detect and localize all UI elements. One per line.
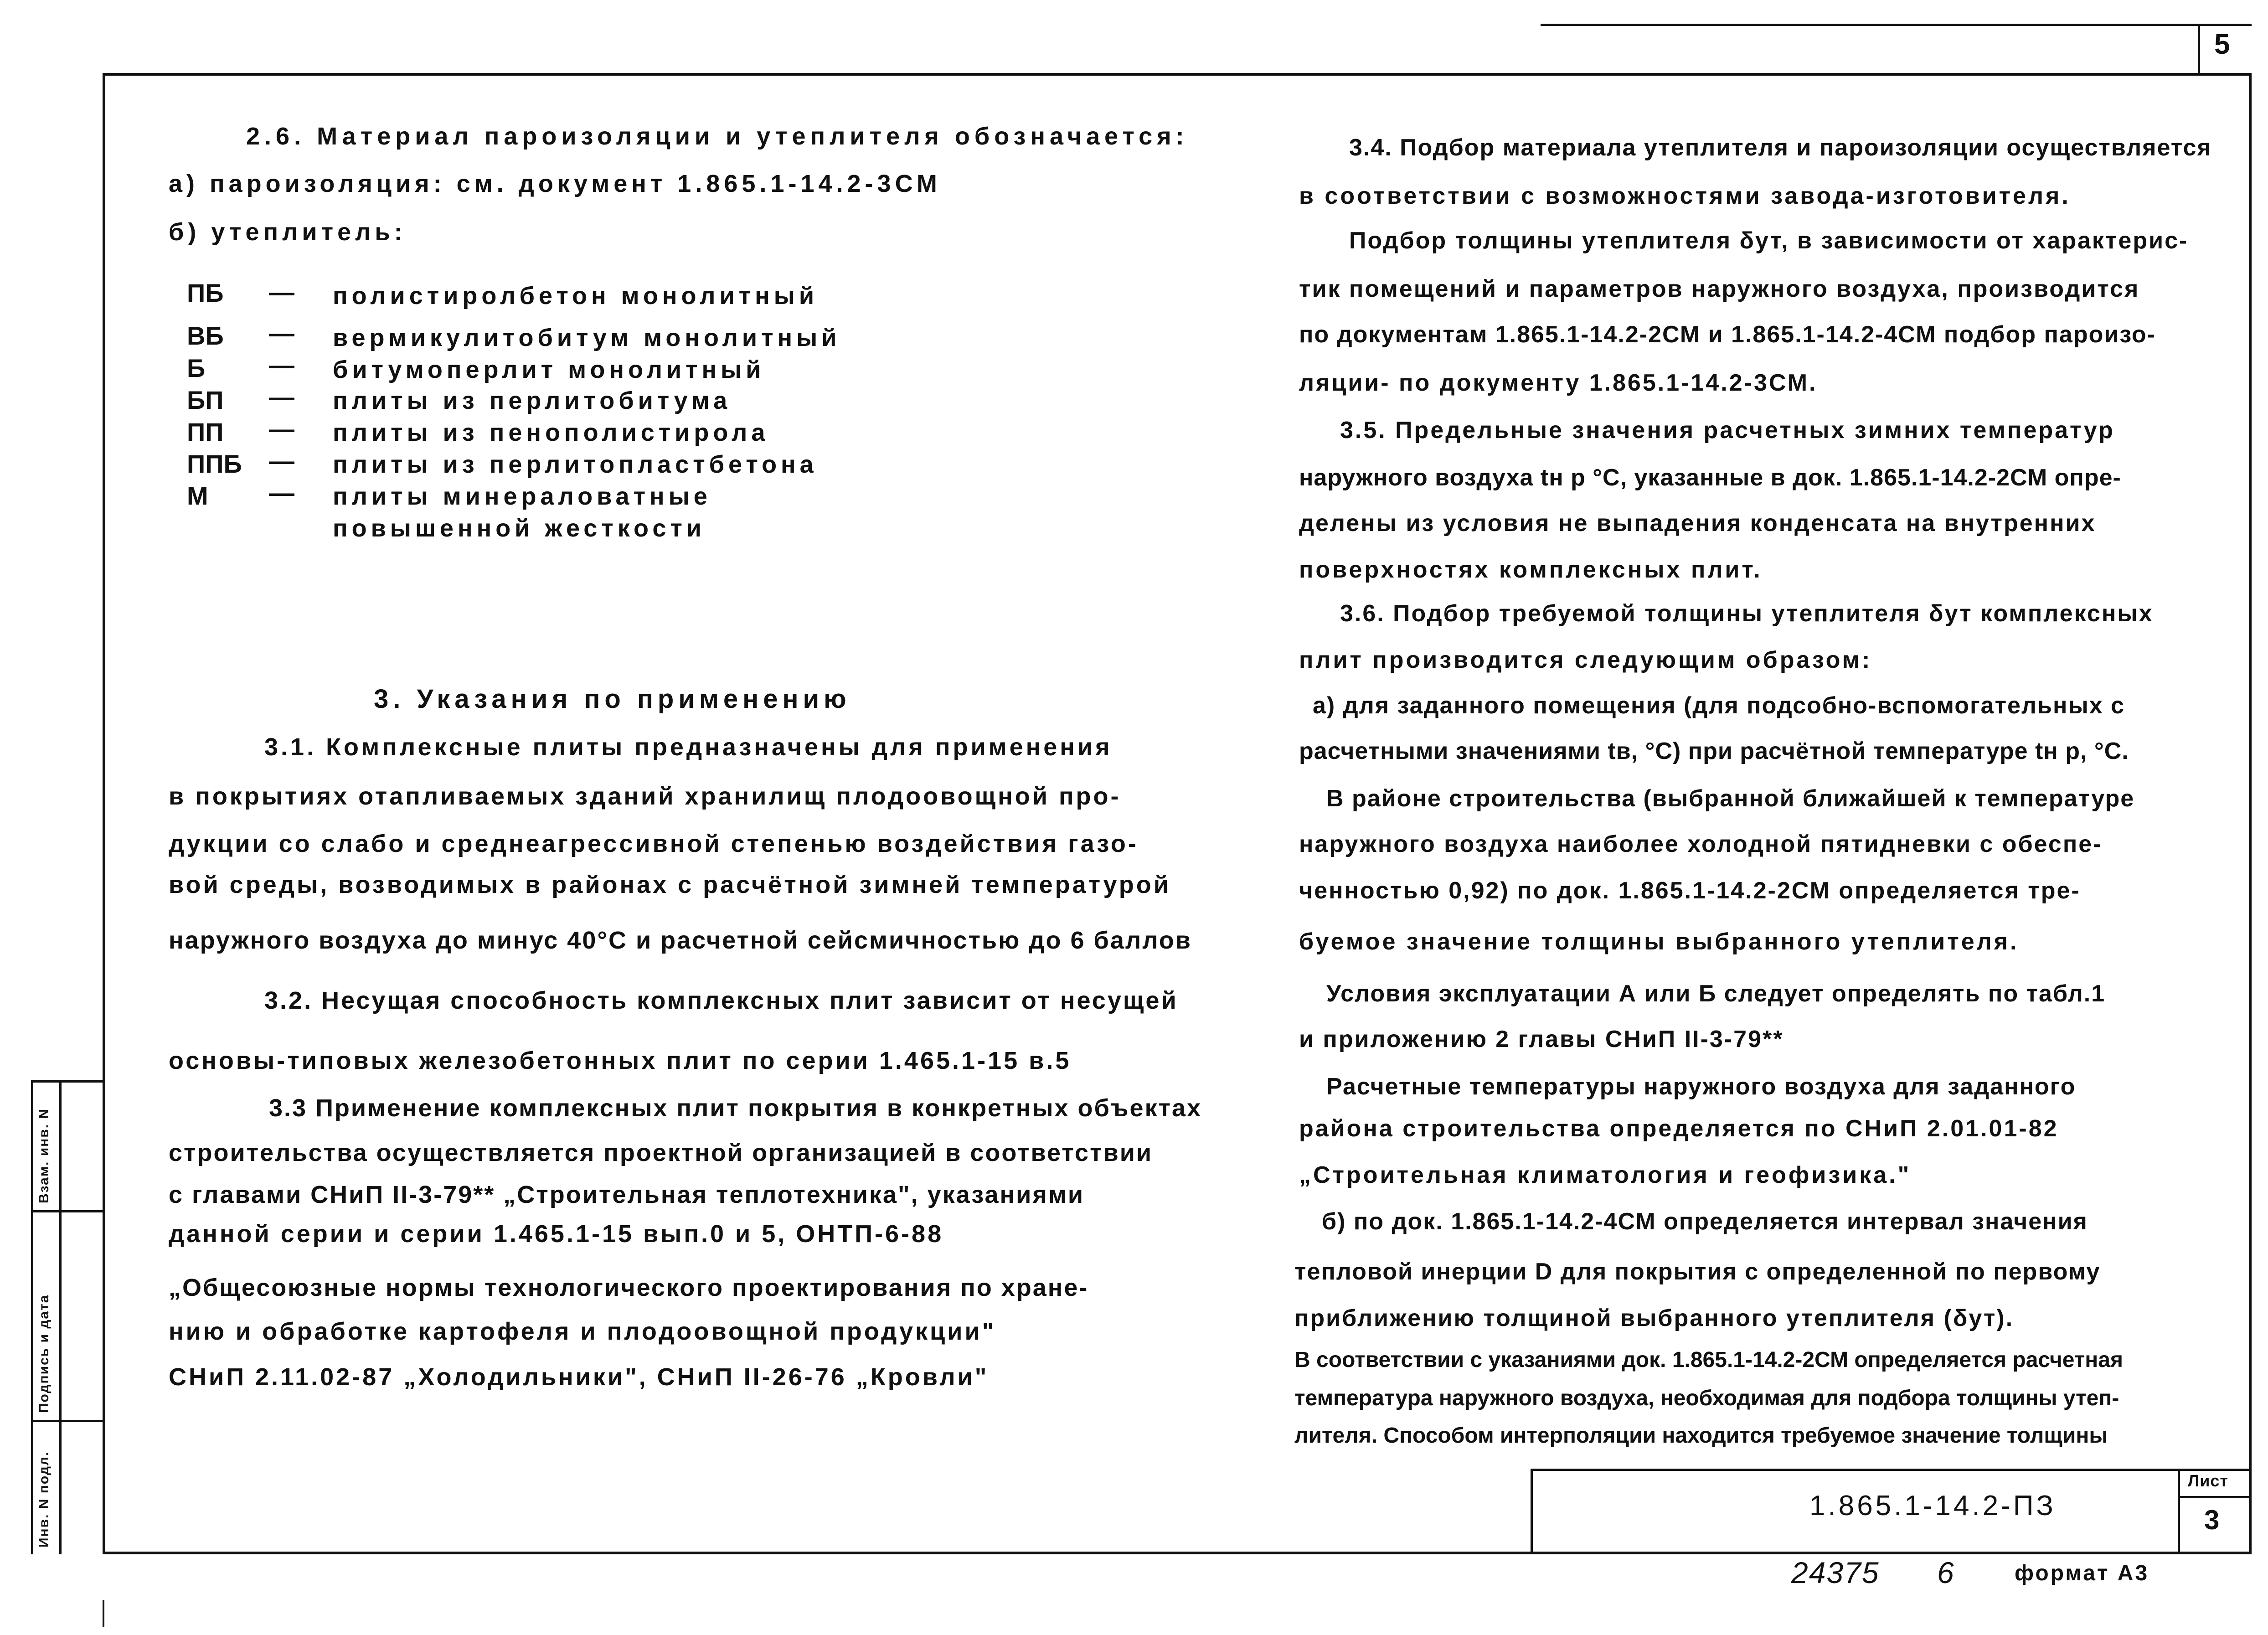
right-line: плит производится следующим образом: (1299, 647, 1872, 673)
section3-title: 3. Указания по применению (374, 684, 851, 714)
left-line: „Общесоюзные нормы технологического проектирования по хране- (169, 1274, 1089, 1301)
material-name: битумоперлит монолитный (333, 356, 765, 383)
titleblock-top (1531, 1469, 2251, 1471)
left-line: данной серии и серии 1.465.1-15 вып.0 и 5, ОНТП-6-88 (169, 1220, 944, 1248)
left-line: строительства осуществляется проектной организацией в соответствии (169, 1139, 1153, 1166)
right-line: тепловой инерции D для покрытия с определенной по первому (1294, 1258, 2101, 1285)
right-line: по документам 1.865.1-14.2-2СМ и 1.865.1-14.2-4СМ подбор пароизо- (1299, 321, 2156, 348)
format-label: формат А3 (2015, 1561, 2149, 1585)
right-line: а) для заданного помещения (для подсобно-вспомогательных с (1313, 692, 2125, 719)
material-abbr: БП (187, 386, 224, 414)
right-line: 3.6. Подбор требуемой толщины утеплителя δут комплексных (1340, 600, 2154, 627)
left-line: 3.3 Применение комплексных плит покрытия в конкретных объектах (269, 1094, 1202, 1122)
right-line: 3.5. Предельные значения расчетных зимних температур (1340, 417, 2115, 444)
left-line: дукции со слабо и среднеагрессивной степенью воздействия газо- (169, 830, 1139, 857)
material-dash: — (269, 351, 294, 379)
right-line: Подбор толщины утеплителя δут, в зависимости от характерис- (1349, 227, 2189, 254)
right-line: температура наружного воздуха, необходимая для подбора толщины утеп- (1294, 1386, 2119, 1410)
right-line: Расчетные температуры наружного воздуха для заданного (1326, 1073, 2076, 1100)
material-name: плиты из пенополистирола (333, 419, 769, 446)
material-dash: — (269, 319, 294, 347)
s26-vapor-barrier: а) пароизоляция: см. документ 1.865.1-14.2-3СМ (169, 170, 941, 197)
material-name-continuation: повышенной жесткости (333, 515, 706, 542)
right-line: ляции- по документу 1.865.1-14.2-3СМ. (1299, 370, 1818, 396)
sheet-box-divider (2178, 1496, 2251, 1498)
left-line: 3.2. Несущая способность комплексных плит зависит от несущей (264, 987, 1178, 1014)
material-abbr: Б (187, 354, 206, 382)
corner-topline (1541, 24, 2252, 26)
frame-left (103, 73, 105, 1554)
left-line: в покрытиях отапливаемых зданий хранилищ плодоовощной про- (169, 783, 1121, 810)
sheet-number: 3 (2204, 1505, 2220, 1535)
left-line: нию и обработке картофеля и плодоовощной продукции" (169, 1318, 996, 1345)
material-abbr: М (187, 481, 208, 510)
material-name: плиты из перлитобитума (333, 387, 732, 414)
material-dash: — (269, 414, 294, 443)
right-line: 3.4. Подбор материала утеплителя и пароизоляции осуществляется (1349, 134, 2212, 161)
side-strip-div1 (31, 1210, 105, 1212)
copy-number: 6 (1937, 1556, 1957, 1589)
frame-top (103, 73, 2252, 76)
material-name: полистиролбетон монолитный (333, 282, 819, 309)
right-line: в соответствии с возможностями завода-изготовителя. (1299, 183, 2071, 209)
material-abbr: ВБ (187, 321, 224, 350)
material-abbr: ППБ (187, 449, 242, 478)
left-line: СНиП 2.11.02-87 „Холодильники", СНиП II-26-76 „Кровли" (169, 1363, 989, 1391)
right-line: б) по док. 1.865.1-14.2-4СМ определяется интервал значения (1322, 1208, 2088, 1235)
right-line: В соответствии с указаниями док. 1.865.1-14.2-2СМ определяется расчетная (1294, 1348, 2123, 1372)
side-strip-top (31, 1080, 105, 1083)
page-corner-number: 5 (2214, 29, 2230, 60)
right-line: „Строительная климатология и геофизика." (1299, 1162, 1912, 1188)
side-inv-original: Инв. N подл. (36, 1451, 52, 1547)
side-replaced-inv: Взам. инв. N (36, 1108, 52, 1203)
side-strip-outer (31, 1080, 33, 1554)
right-line: тик помещений и параметров наружного воздуха, производится (1299, 276, 2140, 302)
right-line: буемое значение толщины выбранного утеплителя. (1299, 928, 2019, 955)
material-abbr: ПБ (187, 279, 224, 307)
side-strip-mid (59, 1080, 62, 1554)
material-name: плиты из перлитопластбетона (333, 451, 818, 478)
material-name: плиты минераловатные (333, 483, 711, 510)
right-line: лителя. Способом интерполяции находится требуемое значение толщины (1294, 1424, 2108, 1448)
right-line: ченностью 0,92) по док. 1.865.1-14.2-2СМ определяется тре- (1299, 877, 2081, 904)
inventory-number: 24375 (1791, 1556, 1880, 1589)
frame-bottom (103, 1552, 2252, 1554)
s26-title: 2.6. Материал пароизоляции и утеплителя обозначается: (246, 123, 1189, 150)
right-line: делены из условия не выпадения конденсата на внутренних (1299, 510, 2096, 536)
corner-box-left (2198, 24, 2200, 75)
right-line: наружного воздуха наиболее холодной пятидневки с обеспе- (1299, 831, 2103, 857)
sheet-box-left (2178, 1469, 2180, 1554)
material-name: вермикулитобитум монолитный (333, 324, 841, 351)
side-mark (103, 1600, 104, 1627)
material-dash: — (269, 382, 294, 411)
material-abbr: ПП (187, 418, 224, 446)
left-line: основы-типовых железобетонных плит по серии 1.465.1-15 в.5 (169, 1047, 1072, 1074)
sheet-label: Лист (2188, 1471, 2229, 1490)
material-dash: — (269, 278, 294, 306)
document-code: 1.865.1-14.2-ПЗ (1809, 1490, 2056, 1522)
right-line: поверхностях комплексных плит. (1299, 557, 1763, 583)
right-line: наружного воздуха tн р °С, указанные в док. 1.865.1-14.2-2СМ опре- (1299, 464, 2121, 491)
left-line: вой среды, возводимых в районах с расчётной зимней температурой (169, 871, 1171, 898)
titleblock-left (1531, 1469, 1533, 1554)
right-line: приближению толщиной выбранного утеплителя (δут). (1294, 1305, 2014, 1331)
material-dash: — (269, 446, 294, 475)
right-line: В районе строительства (выбранной ближайшей к температуре (1326, 785, 2135, 812)
right-line: расчетными значениями tв, °С) при расчётной температуре tн р, °С. (1299, 738, 2129, 764)
right-line: Условия эксплуатации А или Б следует определять по табл.1 (1326, 980, 2106, 1007)
left-line: с главами СНиП II-3-79** „Строительная теплотехника", указаниями (169, 1181, 1085, 1208)
right-line: района строительства определяется по СНиП 2.01.01-82 (1299, 1115, 2059, 1142)
left-line: 3.1. Комплексные плиты предназначены для применения (264, 733, 1113, 761)
left-line: наружного воздуха до минус 40°С и расчетной сейсмичностью до 6 баллов (169, 927, 1192, 954)
material-dash: — (269, 478, 294, 507)
side-signature-date: Подпись и дата (36, 1294, 52, 1413)
right-line: и приложению 2 главы СНиП II-3-79** (1299, 1026, 1784, 1052)
s26-insulation: б) утеплитель: (169, 218, 407, 246)
frame-right (2249, 73, 2252, 1554)
side-strip-div2 (31, 1420, 105, 1422)
